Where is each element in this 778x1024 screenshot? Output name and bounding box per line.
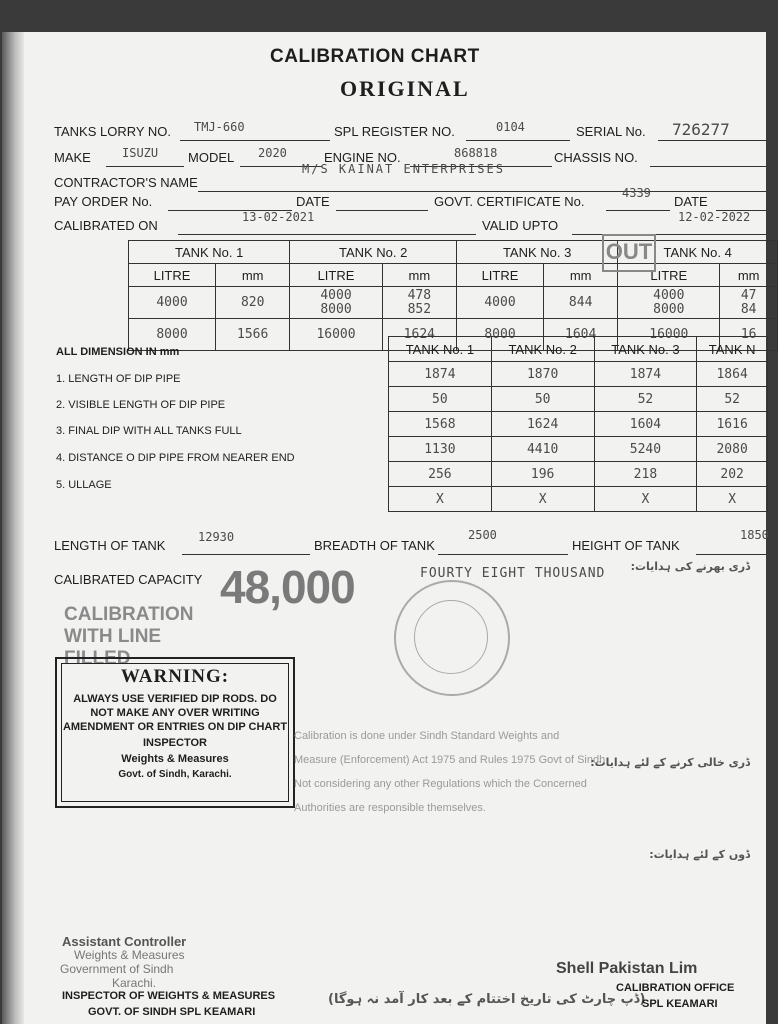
tank-header: TANK No. 2 (290, 241, 457, 264)
table-cell: 4000 8000 (290, 287, 382, 319)
table-cell: 50 (389, 387, 492, 412)
table-cell: X (491, 487, 594, 512)
serial-label: SERIAL No. (576, 124, 646, 139)
valid-upto-value: 12-02-2022 (678, 210, 751, 224)
sign-right: SPL KEAMARI (642, 998, 718, 1010)
length-label: LENGTH OF TANK (54, 538, 166, 553)
note-line: Not considering any other Regulations which the Concerned (294, 778, 587, 790)
calibrated-on-value: 13-02-2021 (242, 210, 315, 224)
tank-header: TANK N (697, 337, 768, 362)
table-cell: 52 (594, 387, 697, 412)
height-value: 1850 (740, 528, 769, 542)
col-header: LITRE (618, 264, 720, 287)
warning-wm: Weights & Measures (121, 753, 229, 765)
tank-header: TANK No. 1 (129, 241, 290, 264)
table-cell: X (697, 487, 768, 512)
table-cell: 5240 (594, 437, 697, 462)
sign-left: Assistant Controller (62, 934, 187, 949)
breadth-label: BREADTH OF TANK (314, 538, 435, 553)
contractor-value: M/S KAINAT ENTERPRISES (302, 162, 505, 176)
table-row (389, 487, 768, 512)
calibration-line-filled: CALIBRATION WITH LINE FILLED (64, 604, 194, 669)
table-cell: 50 (491, 387, 594, 412)
table-cell: 47 84 (720, 287, 778, 319)
table-row (389, 387, 768, 412)
model-label: MODEL (188, 150, 235, 165)
pay-order-label: PAY ORDER No. (54, 194, 153, 209)
valid-upto-label: VALID UPTO (482, 218, 559, 233)
spl-register-value: 0104 (496, 120, 525, 134)
document-subtitle: ORIGINAL (340, 76, 470, 101)
tank-header: TANK No. 4 (618, 241, 778, 264)
dimension-table (388, 336, 768, 512)
dimension-item: 2. VISIBLE LENGTH OF DIP PIPE (56, 399, 226, 411)
warning-title: WARNING: (120, 666, 230, 687)
breadth-value: 2500 (468, 528, 497, 542)
table-cell: 4000 8000 (618, 287, 720, 319)
table-cell: 218 (594, 462, 697, 487)
govt-cert-date-label: DATE (674, 194, 708, 209)
out-stamp: OUT (602, 234, 656, 272)
sign-right: Shell Pakistan Lim (556, 960, 698, 977)
table-cell: 1568 (389, 412, 492, 437)
table-row (389, 362, 768, 387)
table-cell: 4410 (491, 437, 594, 462)
make-label: MAKE (54, 150, 91, 165)
table-cell: 1870 (491, 362, 594, 387)
warning-inspector: INSPECTOR (143, 737, 207, 749)
col-header: mm (382, 264, 456, 287)
engine-value: 868818 (454, 146, 498, 160)
table-cell: 52 (697, 387, 768, 412)
col-header: mm (216, 264, 290, 287)
table-row (389, 462, 768, 487)
table-cell: 1616 (697, 412, 768, 437)
table-cell: 1874 (389, 362, 492, 387)
table-cell: 1864 (697, 362, 768, 387)
sign-left: Weights & Measures (74, 948, 185, 962)
col-header: LITRE (456, 264, 543, 287)
table-cell: 2080 (697, 437, 768, 462)
model-value: 2020 (258, 146, 287, 160)
table-cell: 256 (389, 462, 492, 487)
dimension-item: 3. FINAL DIP WITH ALL TANKS FULL (56, 425, 242, 437)
engine-label: ENGINE NO. (324, 150, 401, 165)
table-cell: X (389, 487, 492, 512)
government-seal (394, 580, 510, 696)
sign-left: GOVT. OF SINDH SPL KEAMARI (88, 1006, 256, 1018)
warning-govt: Govt. of Sindh, Karachi. (118, 769, 232, 780)
table-cell: 1130 (389, 437, 492, 462)
dimension-item: 4. DISTANCE O DIP PIPE FROM NEARER END (56, 452, 295, 464)
table-cell: 196 (491, 462, 594, 487)
govt-cert-value: 4339 (622, 186, 651, 200)
note-line: Authorities are responsible themselves. (294, 802, 486, 814)
table-cell: X (594, 487, 697, 512)
table-cell: 1604 (594, 412, 697, 437)
govt-cert-label: GOVT. CERTIFICATE No. (434, 194, 585, 209)
table-cell: 1874 (594, 362, 697, 387)
urdu-footer: (ڈپ چارٹ کی تاریخ اختتام کے بعد کار آمد نہ ہوگا) (328, 992, 646, 1007)
table-cell: 8000 (129, 319, 216, 351)
note-line: Measure (Enforcement) Act 1975 and Rules 1975 Govt of Sindh (294, 754, 606, 766)
table-cell: 1604 (544, 319, 618, 351)
dimension-item: 1. LENGTH OF DIP PIPE (56, 373, 181, 385)
table-cell: 478 852 (382, 287, 456, 319)
table-row (129, 287, 778, 319)
sign-left: Government of Sindh (60, 962, 174, 976)
table-cell: 4000 (129, 287, 216, 319)
table-cell: 202 (697, 462, 768, 487)
table-cell: 1624 (491, 412, 594, 437)
height-label: HEIGHT OF TANK (572, 538, 680, 553)
contractor-label: CONTRACTOR'S NAME (54, 175, 198, 190)
sign-left: Karachi. (112, 976, 157, 990)
dimension-item: 5. ULLAGE (56, 479, 112, 491)
note-line: Calibration is done under Sindh Standard Weights and (294, 730, 560, 742)
table-cell: 16000 (290, 319, 382, 351)
tanks-lorry-label: TANKS LORRY NO. (54, 124, 172, 139)
spl-register-label: SPL REGISTER NO. (334, 124, 455, 139)
calibrated-on-label: CALIBRATED ON (54, 218, 158, 233)
col-header: mm (720, 264, 778, 287)
urdu-heading: ڈری خالی کرنے کے لئے ہدایات: (590, 756, 750, 769)
urdu-heading: ڈری بھرنے کی ہدایات: (630, 560, 750, 573)
table-cell: 1566 (216, 319, 290, 351)
serial-value: 726277 (672, 120, 730, 139)
calibration-document (2, 32, 769, 1024)
tanks-lorry-value: TMJ-660 (194, 120, 245, 134)
sign-right: CALIBRATION OFFICE (616, 982, 735, 994)
table-cell: 4000 (456, 287, 543, 319)
table-cell: 1624 (382, 319, 456, 351)
capacity-value: 48,000 (220, 561, 355, 613)
tank-header: TANK No. 2 (491, 337, 594, 362)
capacity-label: CALIBRATED CAPACITY (54, 572, 203, 587)
pay-order-date-label: DATE (296, 194, 330, 209)
dimension-heading: ALL DIMENSION IN mm (56, 346, 180, 358)
tank-header: TANK No. 3 (594, 337, 697, 362)
tank-header: TANK No. 1 (389, 337, 492, 362)
tank-capacity-table (128, 240, 778, 351)
table-row (389, 437, 768, 462)
table-cell: 8000 (456, 319, 543, 351)
urdu-heading: ڈوں کے لئے ہدایات: (649, 848, 750, 861)
col-header: LITRE (290, 264, 382, 287)
col-header: mm (544, 264, 618, 287)
warning-body: ALWAYS USE VERIFIED DIP RODS. DO NOT MAKE ANY OVER WRITING AMENDMENT OR ENTRIES ON DIP CHART (62, 693, 288, 733)
capacity-words: FOURTY EIGHT THOUSAND (420, 566, 606, 581)
table-cell: 16000 (618, 319, 720, 351)
table-cell: 16 (720, 319, 778, 351)
col-header: LITRE (129, 264, 216, 287)
sign-left: INSPECTOR OF WEIGHTS & MEASURES (62, 990, 276, 1002)
length-value: 12930 (198, 530, 235, 544)
document-title: CALIBRATION CHART (270, 46, 480, 67)
chassis-label: CHASSIS NO. (554, 150, 638, 165)
table-row (389, 412, 768, 437)
table-cell: 844 (544, 287, 618, 319)
warning-box (55, 657, 295, 808)
make-value: ISUZU (122, 146, 159, 160)
table-cell: 820 (216, 287, 290, 319)
tank-header: TANK No. 3 (456, 241, 617, 264)
